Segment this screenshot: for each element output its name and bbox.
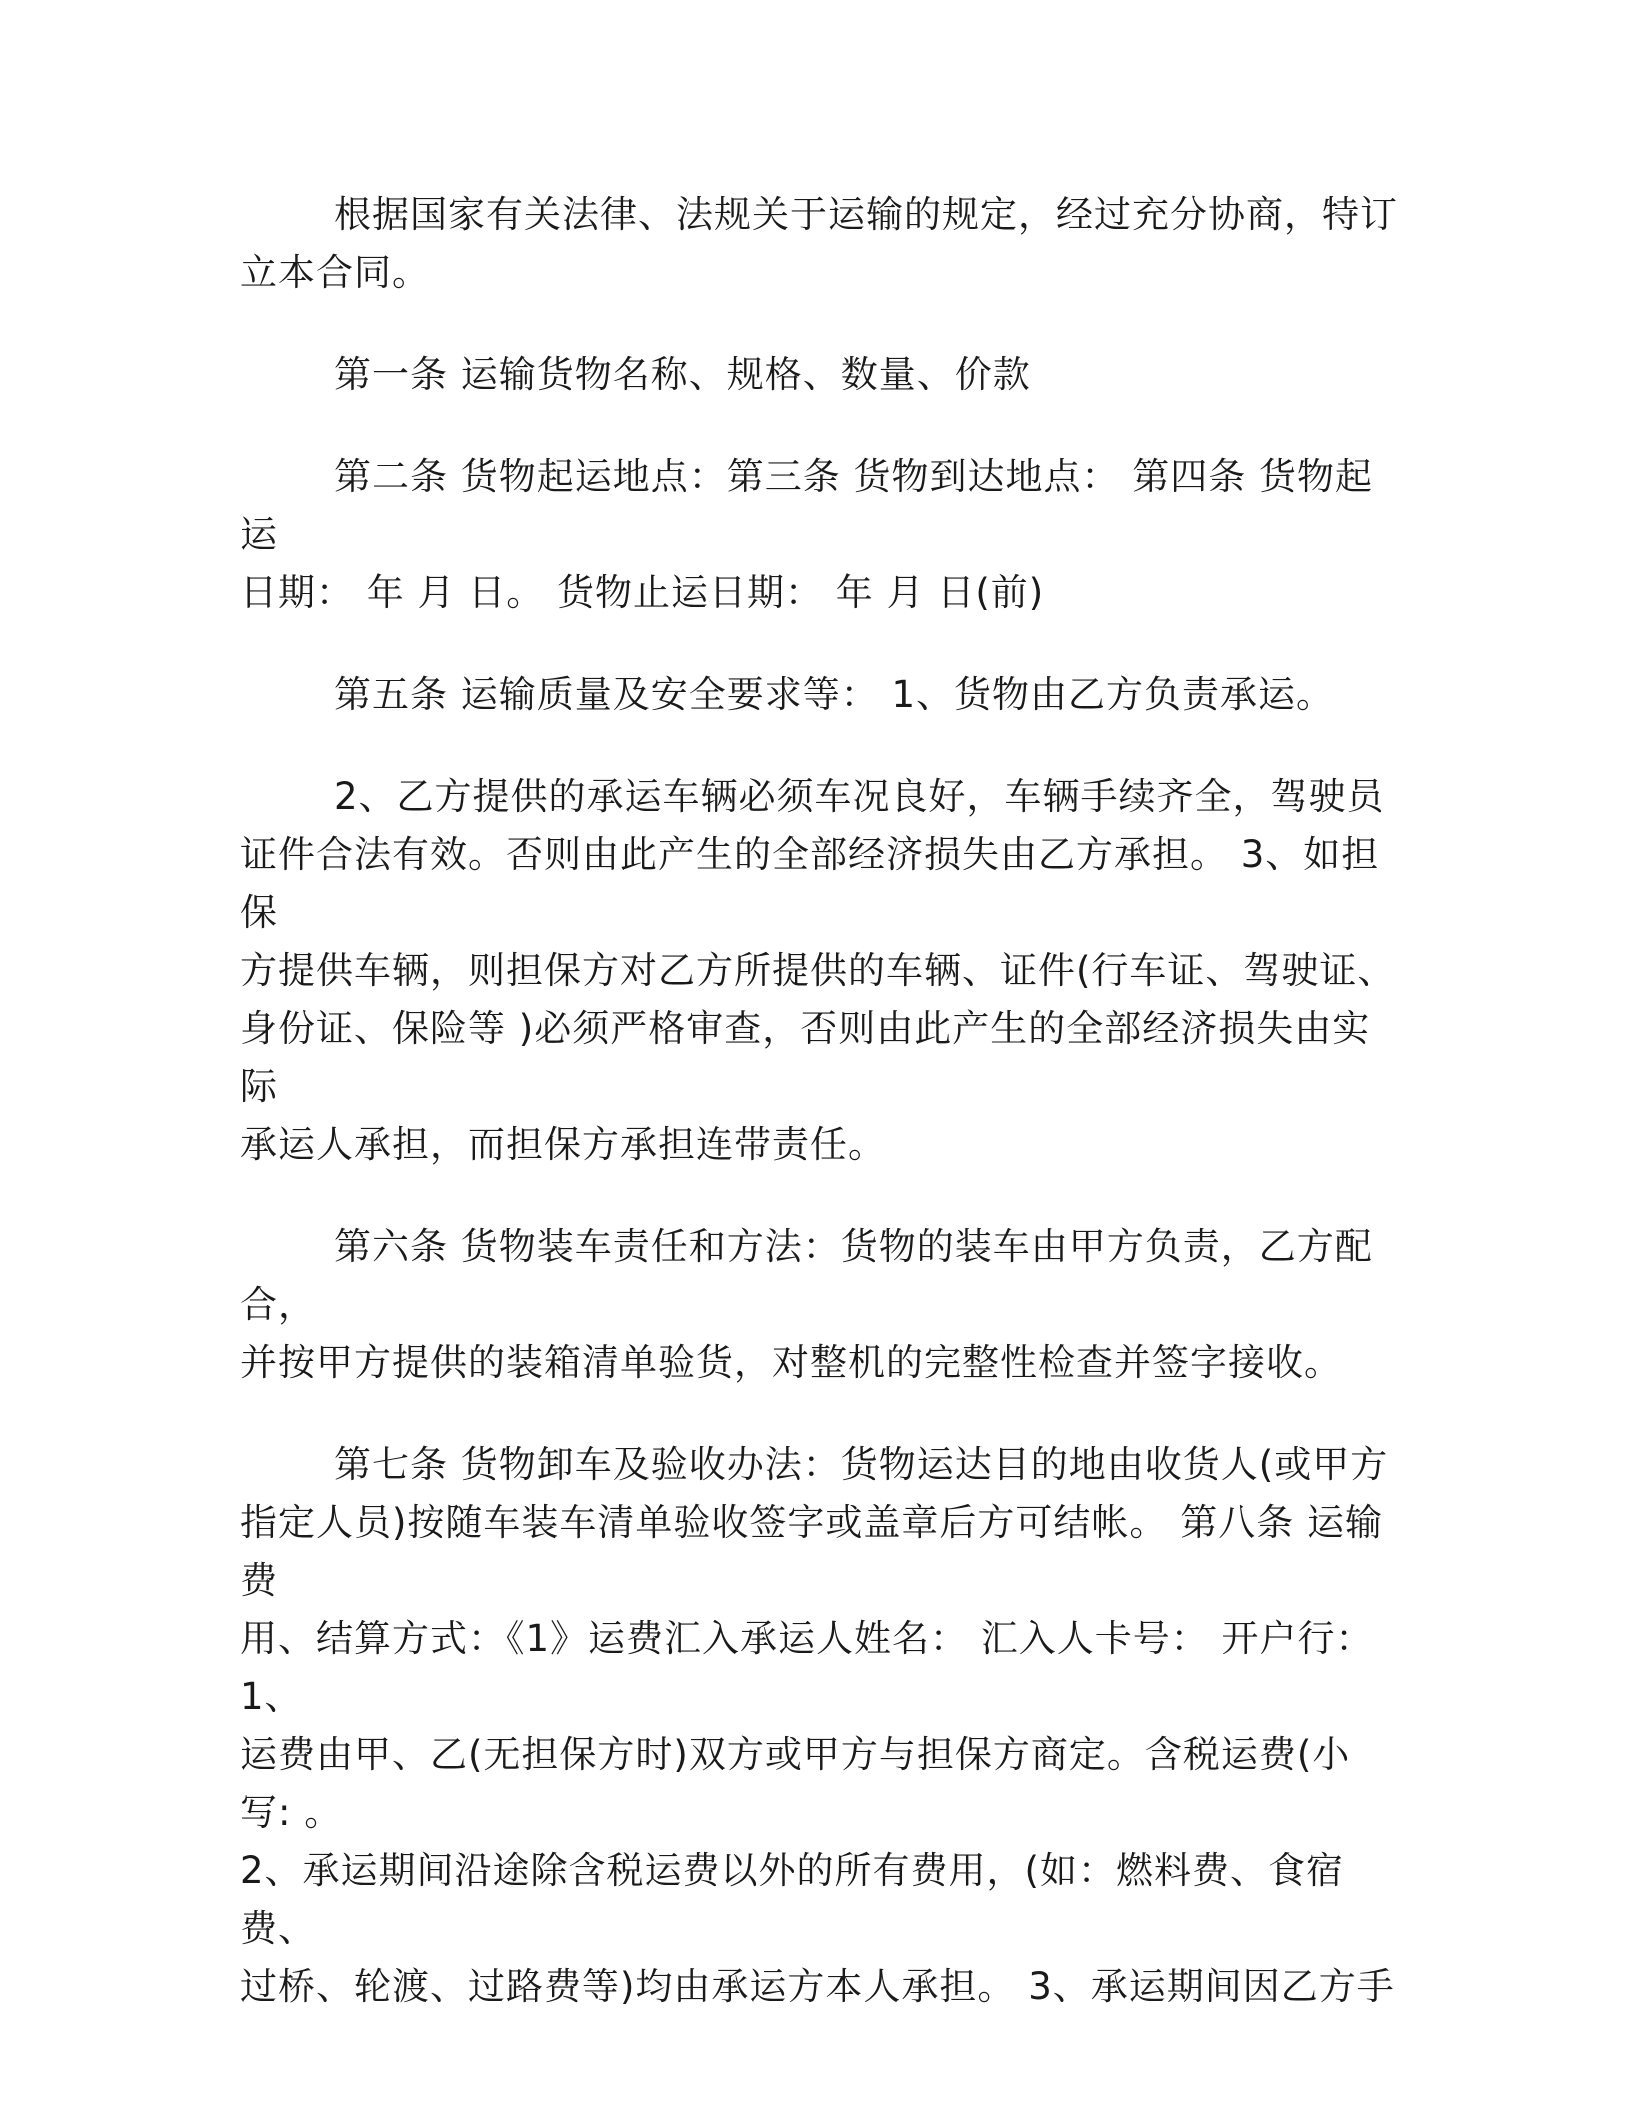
text-line: 2、乙方提供的承运车辆必须车况良好，车辆手续齐全，驾驶员 [334,775,1385,818]
text-line: 第六条 货物装车责任和方法：货物的装车由甲方负责，乙方配合， [240,1225,1373,1326]
text-line: 过桥、轮渡、过路费等)均由承运方本人承担。 3、承运期间因乙方手 [240,1965,1395,2008]
paragraph-article-6 [240,1218,1400,1392]
document-body [240,186,1400,2016]
text-line: 根据国家有关法律、法规关于运输的规定，经过充分协商，特订 [334,193,1398,236]
text-line: 指定人员)按随车装车清单验收签字或盖章后方可结帐。 第八条 运输费 [240,1501,1383,1602]
paragraph-preamble [240,186,1400,302]
paragraph-article-7-8 [240,1436,1400,2016]
text-line: 第七条 货物卸车及验收办法：货物运达目的地由收货人(或甲方 [334,1443,1389,1486]
text-line: 2、承运期间沿途除含税运费以外的所有费用，(如：燃料费、食宿费、 [240,1849,1344,1950]
text-line: 方提供车辆，则担保方对乙方所提供的车辆、证件(行车证、驾驶证、 [240,949,1396,992]
paragraph-article-2-4 [240,448,1400,622]
text-line: 并按甲方提供的装箱清单验货，对整机的完整性检查并签字接收。 [240,1341,1342,1384]
text-line: 运费由甲、乙(无担保方时)双方或甲方与担保方商定。含税运费(小写: 。 [240,1733,1351,1834]
paragraph-article-1 [240,346,1400,404]
text-line: 立本合同。 [240,251,430,294]
text-line: 身份证、保险等 )必须严格审查，否则由此产生的全部经济损失由实际 [240,1007,1371,1108]
text-line: 证件合法有效。否则由此产生的全部经济损失由乙方承担。 3、如担保 [240,833,1380,934]
paragraph-article-5 [240,666,1400,724]
text-line: 第二条 货物起运地点：第三条 货物到达地点： 第四条 货物起运 [240,455,1374,556]
text-line: 承运人承担，而担保方承担连带责任。 [240,1123,886,1166]
text-line: 第一条 运输货物名称、规格、数量、价款 [334,353,1031,396]
text-line: 用、结算方式：《1》运费汇入承运人姓名： 汇入人卡号： 开户行： 1、 [240,1617,1374,1718]
text-line: 日期： 年 月 日。 货物止运日期： 年 月 日(前) [240,571,1045,614]
text-line: 第五条 运输质量及安全要求等： 1、货物由乙方负责承运。 [334,673,1335,716]
paragraph-article-5-items [240,768,1400,1174]
